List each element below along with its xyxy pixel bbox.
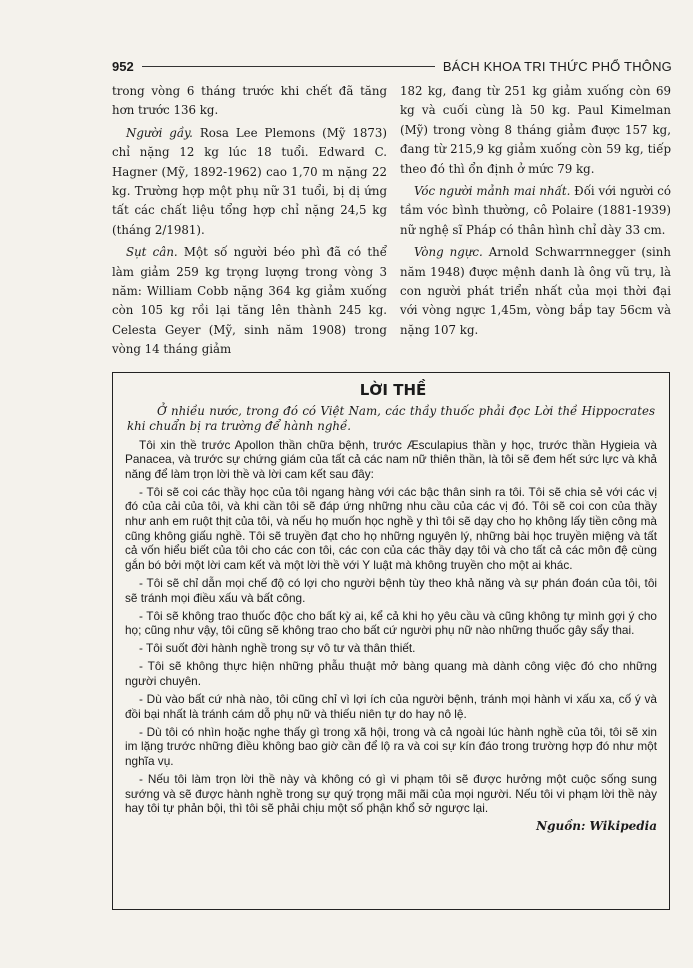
book-title: BÁCH KHOA TRI THỨC PHỔ THÔNG [442,58,672,74]
right-column [400,82,671,343]
oath-paragraph: Tôi xin thề trước Apollon thần chữa bệnh, trước Æsculapius thần y học, trước thần Hygieia và Panacea, và trước sự chứng giám của tất cả các nam nữ thiên thần, là tôi sẽ đem hết sức lực và khả năng để làm trọn lời thề và lời cam kết sau đây: [125,437,657,481]
right-paragraph-3-text: Arnold Schwarrnnegger (sinh năm 1948) được mệnh danh là ông vũ trụ, là con người phát triển nhất của mọi thời đại với vòng ngực 1,45m, vòng bắp tay 56cm và nặng 107 kg. [400,245,672,337]
term-voc-nguoi: Vóc người mảnh mai nhất. [414,184,571,199]
oath-source: Nguồn: Wikipedia [536,819,657,834]
left-paragraph-1: trong vòng 6 tháng trước khi chết đã tăng hơn trước 136 kg. [112,84,387,118]
term-nguoi-gay: Người gầy. [126,125,193,140]
oath-paragraph: - Tôi sẽ không thực hiện những phẫu thuật mở bàng quang mà dành công việc đó cho những người chuyên. [125,659,657,688]
oath-paragraph: - Dù tôi có nhìn hoặc nghe thấy gì trong xã hội, trong và cả ngoài lúc hành nghề của tôi, tôi sẽ xin im lặng trước những điều không bao giờ cần để lộ ra và coi sự kín đáo trong trường hợp đó như một nghĩa vụ. [125,724,657,768]
oath-paragraph: - Dù vào bất cứ nhà nào, tôi cũng chỉ vì lợi ích của người bệnh, tránh mọi hành vi xấu xa, cố ý và đồi bại nhất là tránh cám dỗ phụ nữ và thiếu niên tự do hay nô lệ. [125,692,657,721]
page-header [112,55,672,77]
left-paragraph-2 [112,124,387,240]
oath-paragraph: - Nếu tôi làm trọn lời thề này và không có gì vi phạm tôi sẽ được hưởng một cuộc sống sung sướng và sẽ được hành nghề trong sự quý trọng mãi mãi của mọi người. Nếu tôi vi phạm lời thề này hay tôi tự phản bội, thì tôi sẽ phải chịu một số phận khổ sở ngược lại. [125,772,657,816]
term-vong-nguc: Vòng ngực. [414,245,483,260]
term-sut-can: Sụt cân. [126,245,178,260]
left-paragraph-2-text: Rosa Lee Plemons (Mỹ 1873) chỉ nặng 12 kg lúc 18 tuổi. Edward C. Hagner (Mỹ, 1892-1962) cao 1,70 m nặng 22 kg. Trường hợp một phụ nữ 31 tuổi, bị dị ứng tất các chất liệu tổng hợp chỉ nặng 24,5 kg (tháng 2/1981). [112,125,387,237]
right-paragraph-1: 182 kg, đang từ 251 kg giảm xuống còn 69 kg và cuối cùng là 50 kg. Paul Kimelman (Mỹ) trong vòng 8 tháng giảm được 157 kg, đang từ 215,9 kg giảm xuống còn 59 kg, tiếp theo đó thì ổn định ở mức 79 kg. [400,84,671,176]
oath-paragraph: - Tôi sẽ coi các thầy học của tôi ngang hàng với các bậc thân sinh ra tôi. Tôi sẽ chia sẻ với các vị đó của cải của tôi, và khi cần tôi sẽ đáp ứng những nhu cầu của các vị đó. Tôi sẽ coi con của thầy như anh em ruột thịt của tôi, và nếu họ muốn học nghề y thì tôi sẽ dạy cho họ không lấy tiền công mà cũng không giấu nghề. Tôi sẽ truyền đạt cho họ những nguyên lý, những bài học truyền miệng và tất cả vốn hiểu biết của tôi cho các con tôi, các con của các thầy dạy tôi và cho tất cả các môn đệ cùng gắn bó bởi một lời cam kết và một lời thề với Y luật mà không truyền cho một ai khác. [125,484,657,572]
oath-intro: Ở nhiều nước, trong đó có Việt Nam, các thầy thuốc phải đọc Lời thề Hippocrates khi chuẩn bị ra trường để hành nghề. [127,403,655,433]
right-paragraph-2 [400,182,671,240]
hippocratic-oath-box [112,372,670,910]
oath-paragraph: - Tôi suốt đời hành nghề trong sự vô tư và thân thiết. [139,641,416,656]
left-paragraph-3-text: Một số người béo phì đã có thể làm giảm 259 kg trọng lượng trong vòng 3 năm: William Cobb nặng 364 kg giảm xuống còn 105 kg rồi lại tăng lên thành 245 kg. Celesta Geyer (Mỹ, sinh năm 1908) trong vòng 14 tháng giảm [112,245,387,357]
right-paragraph-2-text: Đối với người có tầm vóc bình thường, cô Polaire (1881-1939) nữ nghệ sĩ Pháp có thân hình chỉ dày 33 cm. [400,184,672,237]
oath-body [125,438,661,816]
left-column [112,82,387,363]
page-number: 952 [112,58,134,74]
right-paragraph-3 [400,243,671,340]
oath-paragraph: - Tôi sẽ chỉ dẫn mọi chế độ có lợi cho người bệnh tùy theo khả năng và sự phán đoán của tôi, tôi sẽ tránh mọi điều xấu và bất công. [125,575,657,605]
header-rule [142,66,435,67]
left-paragraph-3 [112,243,387,359]
oath-title: LỜI THỀ [359,381,427,399]
oath-paragraph: - Tôi sẽ không trao thuốc độc cho bất kỳ ai, kể cả khi họ yêu cầu và cũng không tự mình gợi ý cho họ; cũng như vậy, tôi cũng sẽ không trao cho bất cứ người phụ nữ nào những thuốc gây sẩy thai. [125,608,657,638]
